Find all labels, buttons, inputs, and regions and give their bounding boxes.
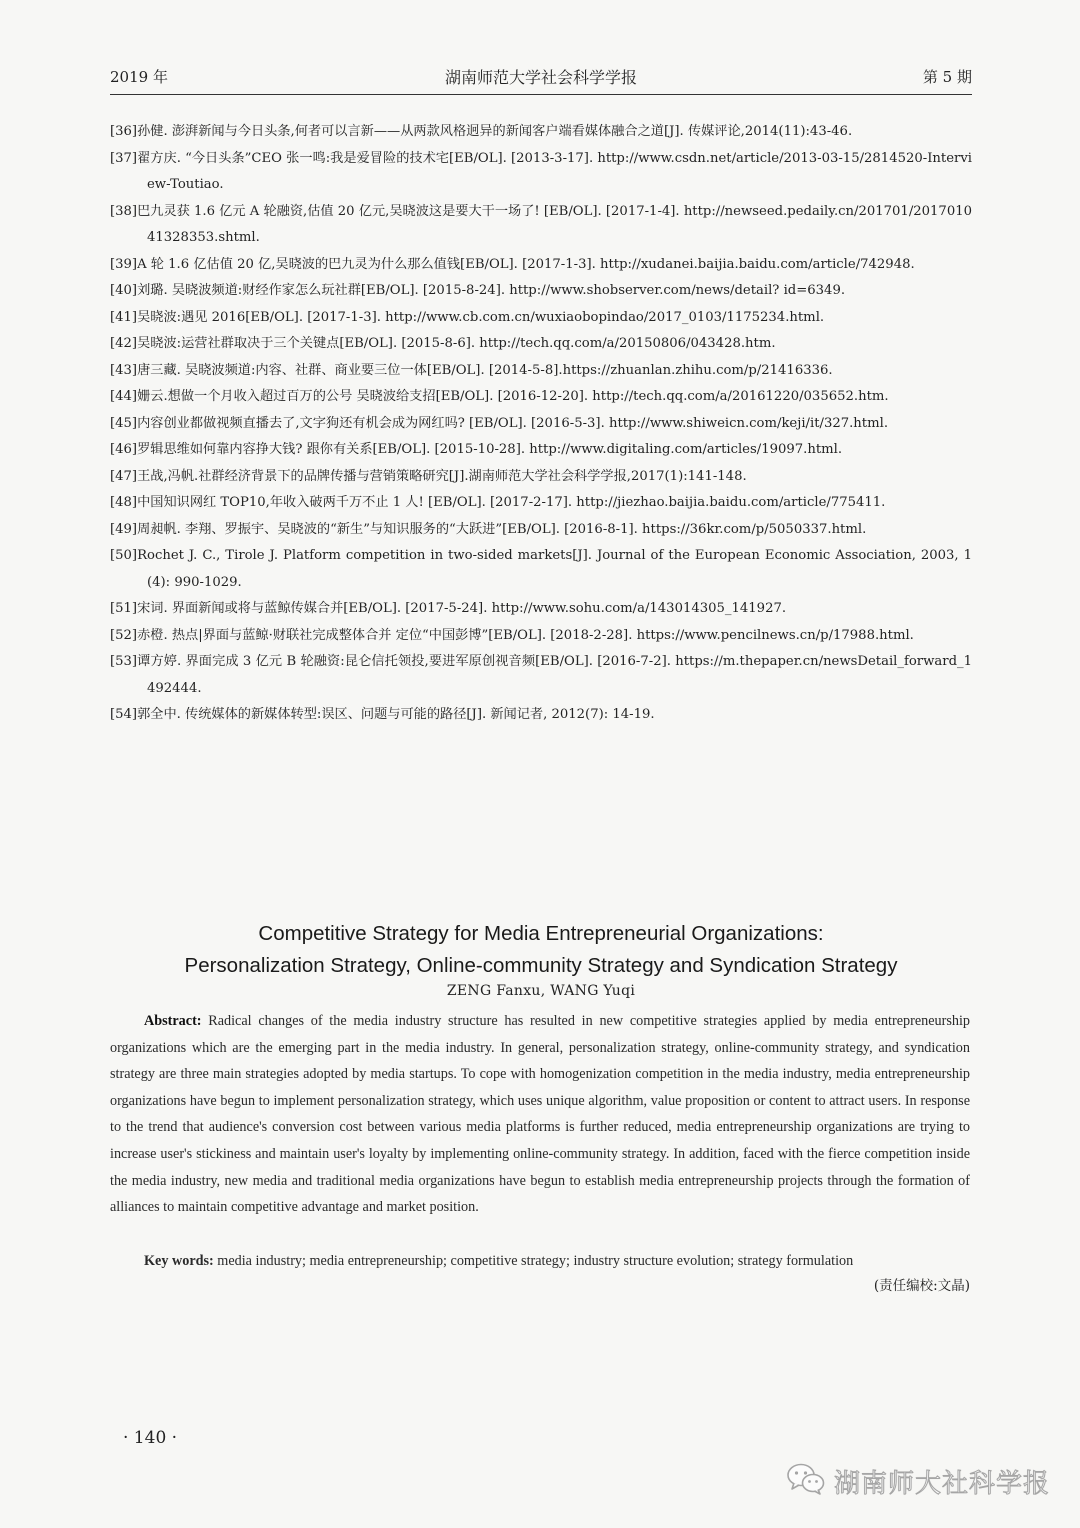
english-keywords: [110, 1248, 970, 1274]
reference-item: [54]郭全中. 传统媒体的新媒体转型:误区、问题与可能的路径[J]. 新闻记者, 2012(7): 14-19.: [110, 707, 655, 722]
reference-item: [36]孙健. 澎湃新闻与今日头条,何者可以言新——从两款风格迥异的新闻客户端看媒体融合之道[J]. 传媒评论,2014(11):43-46.: [110, 124, 853, 139]
running-header: [110, 62, 972, 90]
keywords-text: media industry; media entrepreneurship; competitive strategy; industry structure evolution; strategy formulation: [217, 1253, 854, 1269]
wechat-icon: [786, 1462, 826, 1500]
reference-item: [43]唐三藏. 吴晓波频道:内容、社群、商业要三位一体[EB/OL]. [2014-5-8].https://zhuanlan.zhihu.com/p/21416336.: [110, 362, 833, 378]
english-authors: ZENG Fanxu, WANG Yuqi: [446, 983, 636, 999]
reference-item: [52]赤橙. 热点|界面与蓝鲸·财联社完成整体合并 定位“中国彭博”[EB/OL]. [2018-2-28]. https://www.pencilnews.cn/p/17988.html.: [110, 627, 914, 643]
reference-item: [42]吴晓波:运营社群取决于三个关键点[EB/OL]. [2015-8-6]. http://tech.qq.com/a/20150806/043428.htm.: [110, 336, 776, 351]
reference-list: [110, 119, 972, 729]
reference-item: [41]吴晓波:遇见 2016[EB/OL]. [2017-1-3]. http://www.cb.com.cn/wuxiaobopindao/2017_0103/1175234.html.: [110, 309, 825, 325]
english-title-line-1: Competitive Strategy for Media Entrepreneurial Organizations:: [258, 922, 824, 945]
keywords-label: Key words:: [144, 1253, 214, 1269]
header-issue: 第 5 期: [922, 67, 972, 86]
reference-item: [38]巴九灵获 1.6 亿元 A 轮融资,估值 20 亿元,吴晓波这是要大干一场了! [EB/OL]. [2017-1-4]. http://newseed.pedaily.cn/201701/201701041328353.shtml.: [110, 203, 972, 245]
reference-item: [48]中国知识网红 TOP10,年收入破两千万不止 1 人! [EB/OL]. [2017-2-17]. http://jiezhao.baijia.baidu.com/article/775411.: [110, 495, 886, 510]
reference-item: [44]姗云.想做一个月收入超过百万的公号 吴晓波给支招[EB/OL]. [2016-12-20]. http://tech.qq.com/a/20161220/035652.htm.: [110, 389, 889, 404]
reference-item: [49]周昶帆. 李翔、罗振宇、吴晓波的“新生”与知识服务的“大跃进”[EB/OL]. [2016-8-1]. https://36kr.com/p/5050337.html.: [110, 521, 867, 537]
reference-item: [50]Rochet J. C., Tirole J. Platform competition in two-sided markets[J]. Journal of the European Economic Association, 2003, 1(4): 990-1029.: [110, 548, 972, 590]
reference-item: [45]内容创业都做视频直播去了,文字狗还有机会成为网红吗? [EB/OL]. [2016-5-3]. http://www.shiweicn.com/keji/it/327.html.: [110, 415, 889, 431]
abstract-label: Abstract:: [144, 1013, 202, 1029]
header-year: 2019 年: [110, 67, 168, 86]
reference-item: [37]翟方庆. “今日头条”CEO 张一鸣:我是爱冒险的技术宅[EB/OL]. [2013-3-17]. http://www.csdn.net/article/2013-03-15/2814520-Interview-Toutiao.: [110, 150, 972, 192]
reference-item: [51]宋词. 界面新闻或将与蓝鲸传媒合并[EB/OL]. [2017-5-24]. http://www.sohu.com/a/143014305_141927.: [110, 601, 787, 616]
english-title: [110, 918, 972, 982]
header-journal-title: 湖南师范大学社会科学学报: [444, 67, 637, 87]
editor-note: (责任编校:文晶): [873, 1278, 970, 1294]
watermark: [786, 1462, 1050, 1500]
reference-item: [46]罗辑思维如何靠内容挣大钱? 跟你有关系[EB/OL]. [2015-10-28]. http://www.digitaling.com/articles/19097.html.: [110, 442, 843, 457]
watermark-text: 湖南师大社科学报: [833, 1468, 1050, 1499]
reference-item: [39]A 轮 1.6 亿估值 20 亿,吴晓波的巴九灵为什么那么值钱[EB/OL]. [2017-1-3]. http://xudanei.baijia.baidu.com/article/742948.: [110, 256, 915, 272]
reference-item: [40]刘璐. 吴晓波频道:财经作家怎么玩社群[EB/OL]. [2015-8-24]. http://www.shobserver.com/news/detail? id=6349.: [110, 283, 846, 298]
page-number: · 140 ·: [123, 1428, 178, 1448]
reference-item: [47]王战,冯帆.社群经济背景下的品牌传播与营销策略研究[J].湖南师范大学社会科学学报,2017(1):141-148.: [110, 468, 747, 484]
header-divider: [110, 94, 972, 95]
abstract-text: Radical changes of the media industry structure has resulted in new competitive strategies applied by media entrepreneurship organizations which are the emerging part in the media industry. In general, personalization strategy, online-community strategy, and syndication strategy are three main strategies adopted by media startups. To cope with homogenization competition in the media industry, media entrepreneurship organizations have begun to implement personalization strategy, which uses unique algorithm, value proposition or content to attract users. In response to the trend that audience's conversion cost between various media platforms is further reduced, media entrepreneurship organizations are trying to increase user's stickiness and maintain user's loyalty by implementing online-community strategy. In addition, faced with the fierce competition inside the media industry, new media and traditional media organizations have begun to establish media entrepreneurship projects through the formation of alliances to maintain competitive advantage and market position.: [110, 1013, 970, 1216]
english-title-line-2: Personalization Strategy, Online-community Strategy and Syndication Strategy: [184, 954, 898, 977]
english-abstract: [110, 1008, 970, 1221]
reference-item: [53]谭方婷. 界面完成 3 亿元 B 轮融资:昆仑信托领投,要进军原创视音频[EB/OL]. [2016-7-2]. https://m.thepaper.cn/newsDetail_forward_1492444.: [110, 654, 972, 696]
